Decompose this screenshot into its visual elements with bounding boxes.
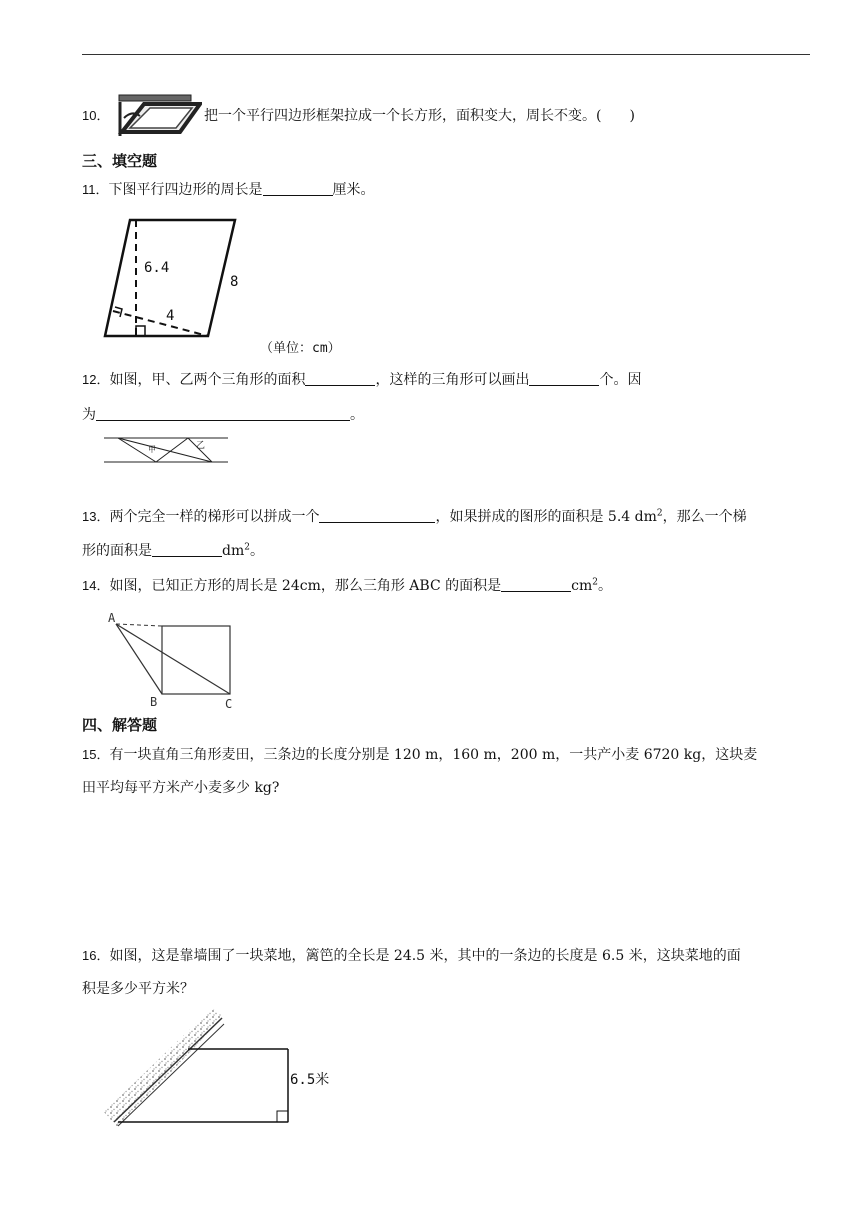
q16-side-label: 6.5米 <box>290 1072 330 1088</box>
q13-line2-post: 。 <box>249 543 264 559</box>
q12-text-mid: ，这样的三角形可以画出 <box>375 372 530 388</box>
q11-parallelogram-figure <box>100 214 370 360</box>
section-4-heading: 四、解答题 <box>82 716 158 734</box>
q14-superscript: 2 <box>592 577 598 588</box>
q14-text-post: 。 <box>597 578 612 594</box>
q13-text-post: ，那么一个梯 <box>662 509 747 525</box>
q15-line-1 <box>82 745 757 765</box>
header-rule <box>82 54 810 55</box>
q12-label-yi: 乙 <box>196 441 206 451</box>
section-3-heading: 三、填空题 <box>82 152 158 170</box>
q12-answer-blank-2[interactable] <box>529 371 599 386</box>
q11-base-label: 4 <box>166 308 175 324</box>
q16-number: 16． <box>82 948 110 963</box>
q16-line-1 <box>82 946 741 966</box>
q12-text-pre: 如图，甲、乙两个三角形的面积 <box>109 372 306 388</box>
q12-triangles-figure <box>104 434 228 466</box>
q14-line <box>82 576 612 596</box>
q11-height-label: 6.4 <box>144 260 170 276</box>
q15-text-1: 有一块直角三角形麦田，三条边的长度分别是 120 m，160 m，200 m，一共产小麦 6720 kg，这块麦 <box>109 747 758 763</box>
q13-superscript-1: 2 <box>656 508 663 519</box>
q12-label-jia: 甲 <box>148 445 156 454</box>
q16-line-2: 积是多少平方米？ <box>82 981 194 997</box>
q12-answer-blank-1[interactable] <box>305 371 375 386</box>
q14-triangle-figure <box>104 610 242 712</box>
q13-answer-blank-2[interactable] <box>152 542 222 557</box>
q11-unit-label: （单位：cm） <box>260 341 341 356</box>
q12-number: 12． <box>82 372 110 387</box>
q14-answer-blank[interactable] <box>501 577 571 592</box>
q12-text-post: 个。因 <box>599 372 642 388</box>
q12-answer-blank-3[interactable] <box>96 406 350 421</box>
q13-number: 13． <box>82 509 110 524</box>
q14-label-a: A <box>108 611 116 625</box>
q11-number: 11． <box>82 182 109 197</box>
q14-unit: cm <box>571 578 593 594</box>
q14-text-pre: 如图，已知正方形的周长是 24cm，那么三角形 ABC 的面积是 <box>109 578 502 594</box>
q11-answer-blank[interactable] <box>263 181 333 196</box>
q13-line-2 <box>82 541 264 561</box>
q15-number: 15． <box>82 747 110 762</box>
q10-frame-figure <box>116 92 202 140</box>
q13-text-pre: 两个完全一样的梯形可以拼成一个 <box>109 509 320 525</box>
q16-text-1: 如图，这是靠墙围了一块菜地，篱笆的全长是 24.5 米，其中的一条边的长度是 6.5 米，这块菜地的面 <box>109 948 741 964</box>
q11-side-label: 8 <box>230 274 239 290</box>
q12-line2-pre: 为 <box>82 407 96 423</box>
q12-line-1 <box>82 370 641 390</box>
q10-number: 10． <box>82 108 110 123</box>
q12-line-2 <box>82 405 364 425</box>
q10-line <box>82 106 109 126</box>
q14-label-b: B <box>150 695 158 709</box>
q10-text: 把一个平行四边形框架拉成一个长方形，面积变大，周长不变。( ) <box>204 108 635 124</box>
q12-line2-post: 。 <box>350 407 364 423</box>
q13-text-mid: ，如果拼成的图形的面积是 5.4 dm <box>435 509 657 525</box>
q11-text-post: 厘米。 <box>332 182 375 198</box>
q14-number: 14． <box>82 578 110 593</box>
q13-line-1 <box>82 507 747 527</box>
q11-text-pre: 下图平行四边形的周长是 <box>108 182 263 198</box>
q13-line2-pre: 形的面积是 <box>82 543 152 559</box>
q13-answer-blank-1[interactable] <box>319 508 435 523</box>
q15-line-2: 田平均每平方米产小麦多少 kg? <box>82 780 280 796</box>
q13-superscript-2: 2 <box>244 542 250 553</box>
q11-line <box>82 180 375 200</box>
q13-line2-unit: dm <box>222 543 245 559</box>
q14-label-c: C <box>225 697 233 711</box>
q16-garden-figure <box>104 1004 340 1136</box>
